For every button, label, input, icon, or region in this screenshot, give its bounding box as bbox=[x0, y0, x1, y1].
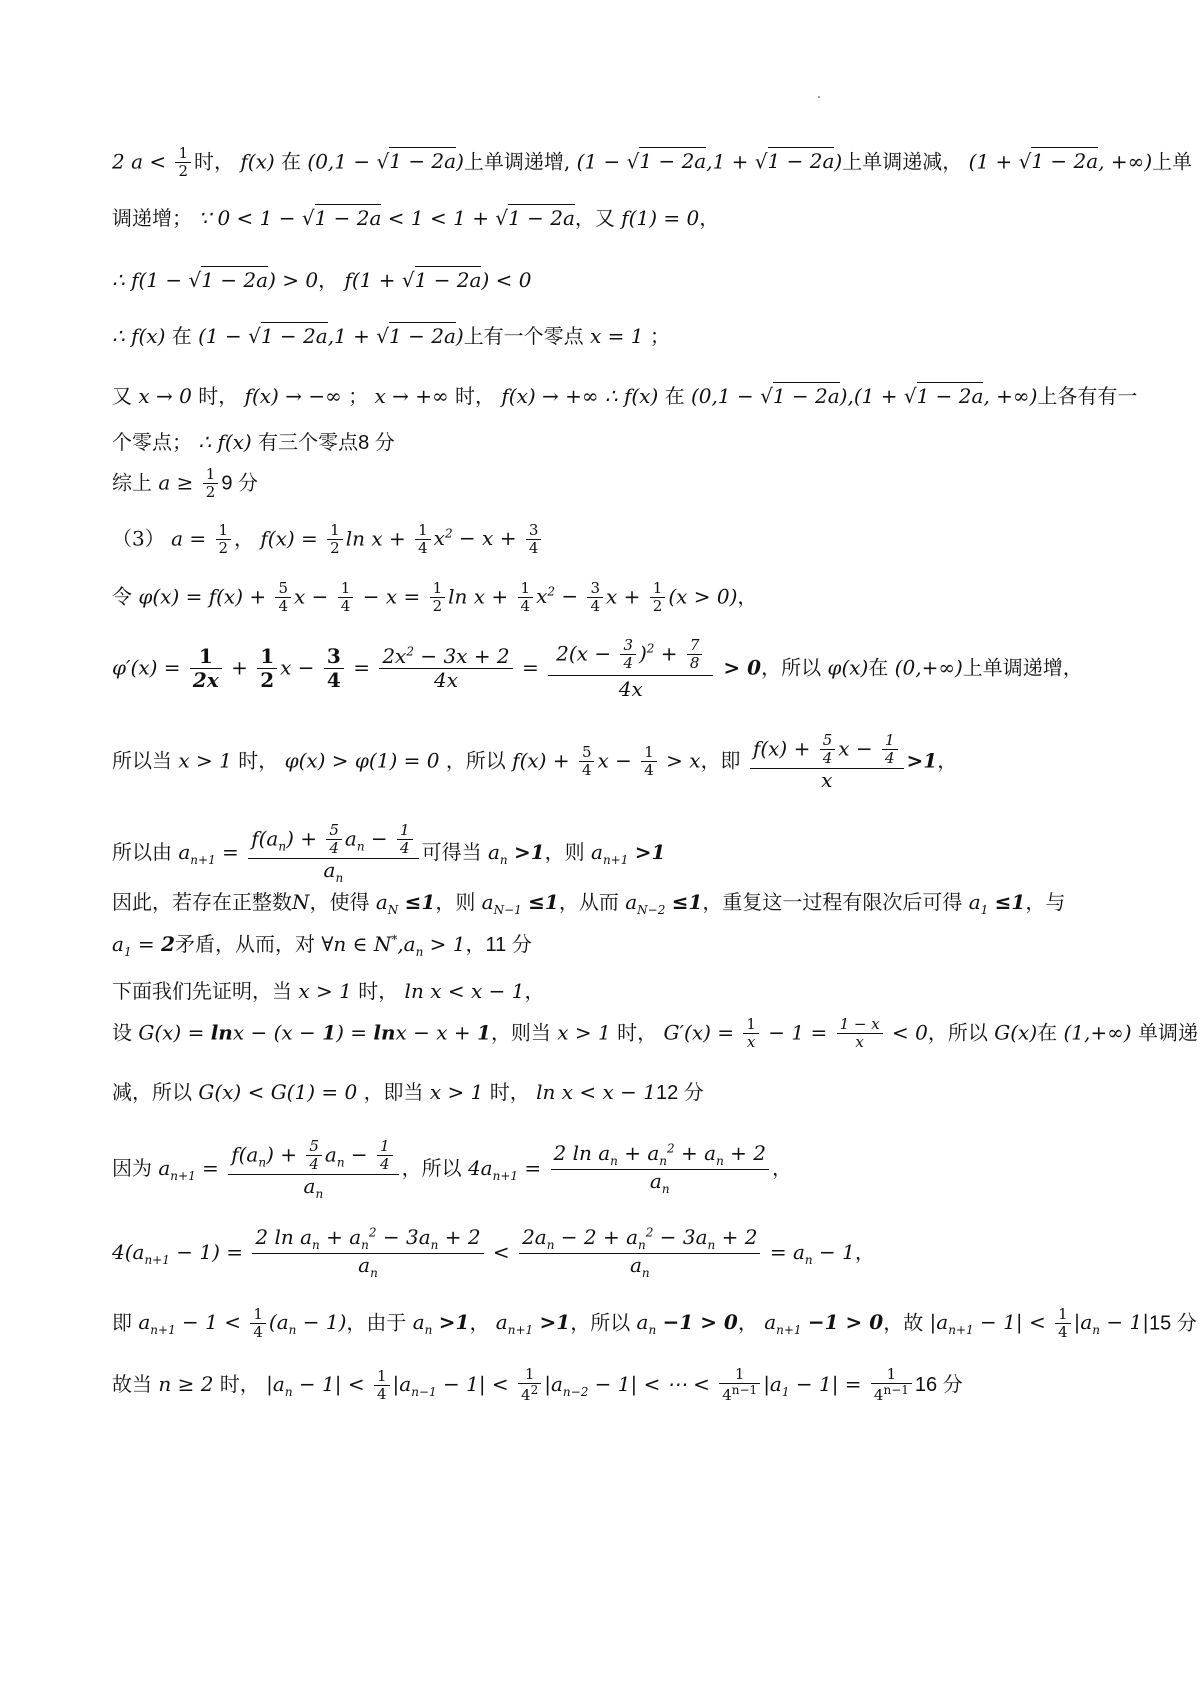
line-18: 因为 $a_{n+1}$ = $f(a_n)$ + $\frac{5}{4}$ $a_n$ − $\frac{1}{4}$ $a_n$ ，所以 $4a_{n+1}$ = $\frac{2 \ln a_n + a_n^2 + a_n + 2}{a_n}$ ， bbox=[112, 1137, 793, 1201]
line-19: $4(a_{n+1} - 1)$ = $\frac{2 \ln a_n + a_n^2 - 3a_n + 2}{a_n}$ < $\frac{2a_n - 2 + a_n^2 - 3a_n + 2}{a_n}$ = $a_n - 1$， bbox=[112, 1225, 875, 1280]
line-21: 故当 n ≥ 2 时， $|a_n - 1|$ < $\frac{1}{4}$ $|a_{n-1} - 1|$ < $\frac{1}{4^2}$ $|a_{n-2} - 1|$ < ⋯ < $\frac{1}{4^{n-1}}$ $|a_1 - 1|$ = $\frac{1}{4^{n-1}}$ 16 分 bbox=[112, 1365, 963, 1405]
line-12: 所以由 $a_{n+1}$ = $f(a_n)$ + $\frac{5}{4}$ $a_n$ − $\frac{1}{4}$ $a_n$ 可得当 $a_n >1$，则 $a_{n+1} >1$ bbox=[112, 821, 666, 885]
line-14: $a_1 = 2$矛盾，从而，对 ∀n ∈ $N^*,a_n > 1$，11 分 bbox=[112, 932, 532, 959]
line-3: ∴ f(1 − √1 − 2a) > 0， f(1 + √1 − 2a) < 0 bbox=[112, 268, 532, 292]
line-7: 综上 a ≥ $\frac{1}{2}$ 9 分 bbox=[112, 465, 258, 502]
line-16: 设 G(x) = lnx − (x − 1) = lnx − x + 1，则当 x > 1 时， G′(x) = $\frac{1}{x}$ − 1 = $\frac{1 - x}{x}$ < 0，所以 G(x)在 (1,+∞) 单调递 bbox=[112, 1015, 1198, 1052]
line-10: φ′(x) = $\frac{1}{2x}$ + $\frac{1}{2}$ x − $\frac{3}{4}$ = $\frac{2x^2 - 3x + 2}{4x}$ = 2(x − $\frac{3}{4}$ )$^2$ + $\frac{7}{8}$ 4x > 0，所以 φ(x)在 (0,+∞)上单调递增， bbox=[112, 636, 1083, 701]
line-4: ∴ f(x) 在 (1 − √1 − 2a,1 + √1 − 2a)上有一个零点 x = 1 ； bbox=[112, 324, 670, 348]
line-11: 所以当 x > 1 时， φ(x) > φ(1) = 0 ，所以 f(x) + $\frac{5}{4}$ x − $\frac{1}{4}$ > x，即 f(x) + $\frac{5}{4}$ x − $\frac{1}{4}$ x >1， bbox=[112, 731, 958, 792]
line-2: 调递增； ∵ 0 < 1 − √1 − 2a < 1 < 1 + √1 − 2a，又 f(1) = 0， bbox=[112, 206, 720, 230]
line-1: 2 a < $\frac{1}{2}$ 时， f(x) 在 (0,1 − √1 − 2a)上单调递增, (1 − √1 − 2a,1 + √1 − 2a)上单调递减， (1 + √1 − 2a, +∞)上单 bbox=[112, 144, 1193, 181]
line-6: 个零点； ∴ f(x) 有三个零点8 分 bbox=[112, 430, 395, 454]
line-20: 即 $a_{n+1} - 1$ < $\frac{1}{4}$ $(a_n - 1)$，由于 $a_n >1$， $a_{n+1} >1$，所以 $a_n -1 > 0$， $a_{n+1} -1 > 0$，故 $|a_{n+1} - 1|$ < $\frac{1}{4}$ $|a_n - 1|15$ 分 bbox=[112, 1305, 1197, 1342]
line-8: （3） a = $\frac{1}{2}$ ， f(x) = $\frac{1}{2}$ ln x + $\frac{1}{4}$ $x^2 - x$ + $\frac{3}{4}$ bbox=[112, 522, 1110, 558]
line-17: 减，所以 G(x) < G(1) = 0 ，即当 x > 1 时， ln x < x − 112 分 bbox=[112, 1080, 704, 1104]
line-9: 令 φ(x) = f(x) + $\frac{5}{4}$ x − $\frac{1}{4}$ − x = $\frac{1}{2}$ ln x + $\frac{1}{4}$ $x^2$ − $\frac{3}{4}$ x + $\frac{1}{2}$ (x > 0)， bbox=[112, 579, 758, 616]
scan-dot bbox=[818, 96, 820, 98]
line-13: 因此，若存在正整数N，使得 $a_N \le 1$，则 $a_{N-1} \le 1$，从而 $a_{N-2} \le 1$，重复这一过程有限次后可得 $a_1 \le 1$，与 bbox=[112, 890, 1066, 917]
line-15: 下面我们先证明，当 x > 1 时， ln x < x − 1， bbox=[112, 979, 545, 1003]
line-5: 又 x → 0 时， f(x) → −∞ ； x → +∞ 时， f(x) → +∞ ∴ f(x) 在 (0,1 − √1 − 2a),(1 + √1 − 2a, +∞)上各有有一 bbox=[112, 384, 1138, 408]
